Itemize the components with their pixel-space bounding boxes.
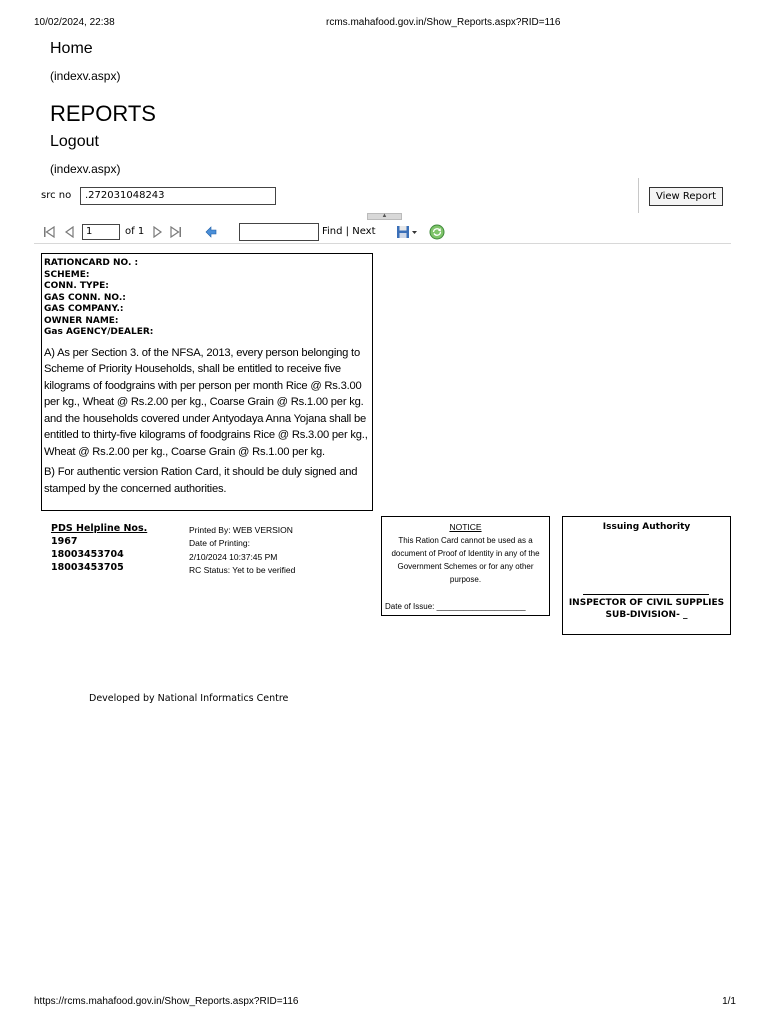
page-number-input[interactable]: 1 [82,224,120,240]
last-page-icon[interactable] [170,226,182,238]
authority-subdivision: SUB-DIVISION- _ [605,610,688,620]
report-toolbar [34,220,731,244]
entitlement-paragraph: A) As per Section 3. of the NFSA, 2013, every person belonging to Scheme of Priority Households, shall be entitled to receive five kilograms of foodgrains with per person per month Rice @ Rs.3.00 per kg., Wheat @ Rs.2.00 per kg., Coarse Grain @ Rs.1.00 per kg. and the households covered under Antyodaya Anna Yojana shall be entitled to thirty-five kilograms of foodgrains Rice @ Rs.3.00 per kg., Wheat @ Rs.2.00 per kg., Coarse Grain @ Rs.1.00 per kg. [44,346,368,458]
src-no-label: src no [41,190,72,201]
nav-logout-href: (indexv.aspx) [50,162,121,176]
date-of-printing-value: 2/10/2024 10:37:45 PM [189,551,278,562]
signature-line [583,594,709,595]
print-footer-url: https://rcms.mahafood.gov.in/Show_Reports.aspx?RID=116 [34,996,299,1007]
print-info-block [189,524,295,577]
toolbar-divider [638,178,639,213]
view-report-button[interactable]: View Report [649,187,723,206]
notice-box [381,516,550,616]
authority-designation: INSPECTOR OF CIVIL SUPPLIES [568,598,725,608]
nav-logout-link[interactable]: Logout [50,133,99,150]
helpline-title: PDS Helpline Nos. [51,523,148,534]
nav-home-href: (indexv.aspx) [50,69,121,83]
helpline-number: 1967 [51,536,78,547]
rc-status: RC Status: Yet to be verified [189,564,296,575]
authority-signature-block [563,597,730,621]
nav-home-link[interactable]: Home [50,40,93,57]
issuing-authority-box [562,516,731,635]
field-gas-agency: Gas AGENCY/DEALER: [44,327,154,337]
field-rationcard-no: RATIONCARD NO. : [44,258,139,268]
issuing-authority-title: Issuing Authority [602,522,691,532]
helpline-number: 18003453704 [51,549,124,560]
field-gas-company: GAS COMPANY.: [44,304,124,314]
date-of-issue: Date of Issue: ____________________ [385,602,526,611]
src-no-input[interactable]: .272031048243 [80,187,276,205]
save-icon[interactable] [396,226,418,238]
collapse-params-handle[interactable]: ▲ [367,213,402,220]
print-url: rcms.mahafood.gov.in/Show_Reports.aspx?RID=116 [326,17,561,28]
find-text-input[interactable] [239,223,319,241]
back-icon[interactable] [205,226,217,238]
helpline-number: 18003453705 [51,562,124,573]
page-count-label: of 1 [125,226,145,237]
field-owner-name: OWNER NAME: [44,315,119,326]
field-scheme: SCHEME: [44,269,90,280]
nav-reports-title[interactable]: REPORTS [50,101,156,126]
refresh-icon[interactable] [429,224,445,240]
field-conn-type: CONN. TYPE: [44,281,109,291]
prev-page-icon[interactable] [64,226,76,238]
notice-title: NOTICE [449,522,482,532]
date-of-printing-label: Date of Printing: [189,538,250,549]
print-page-number: 1/1 [722,996,736,1007]
developed-by: Developed by National Informatics Centre [89,693,289,704]
helpline-block [51,522,147,574]
printed-by: Printed By: WEB VERSION [189,525,293,535]
first-page-icon[interactable] [43,226,55,238]
authenticity-paragraph: B) For authentic version Ration Card, it should be duly signed and stamped by the concerned authorities. [44,466,358,495]
print-datetime: 10/02/2024, 22:38 [34,17,115,28]
field-gas-conn-no: GAS CONN. NO.: [44,292,126,303]
next-page-icon[interactable] [151,226,163,238]
notice-body: This Ration Card cannot be used as a document of Proof of Identity in any of the Government Schemes or for any other purpose. [391,536,540,584]
ration-card-box [41,253,373,511]
find-next-link[interactable]: Find | Next [322,226,376,237]
